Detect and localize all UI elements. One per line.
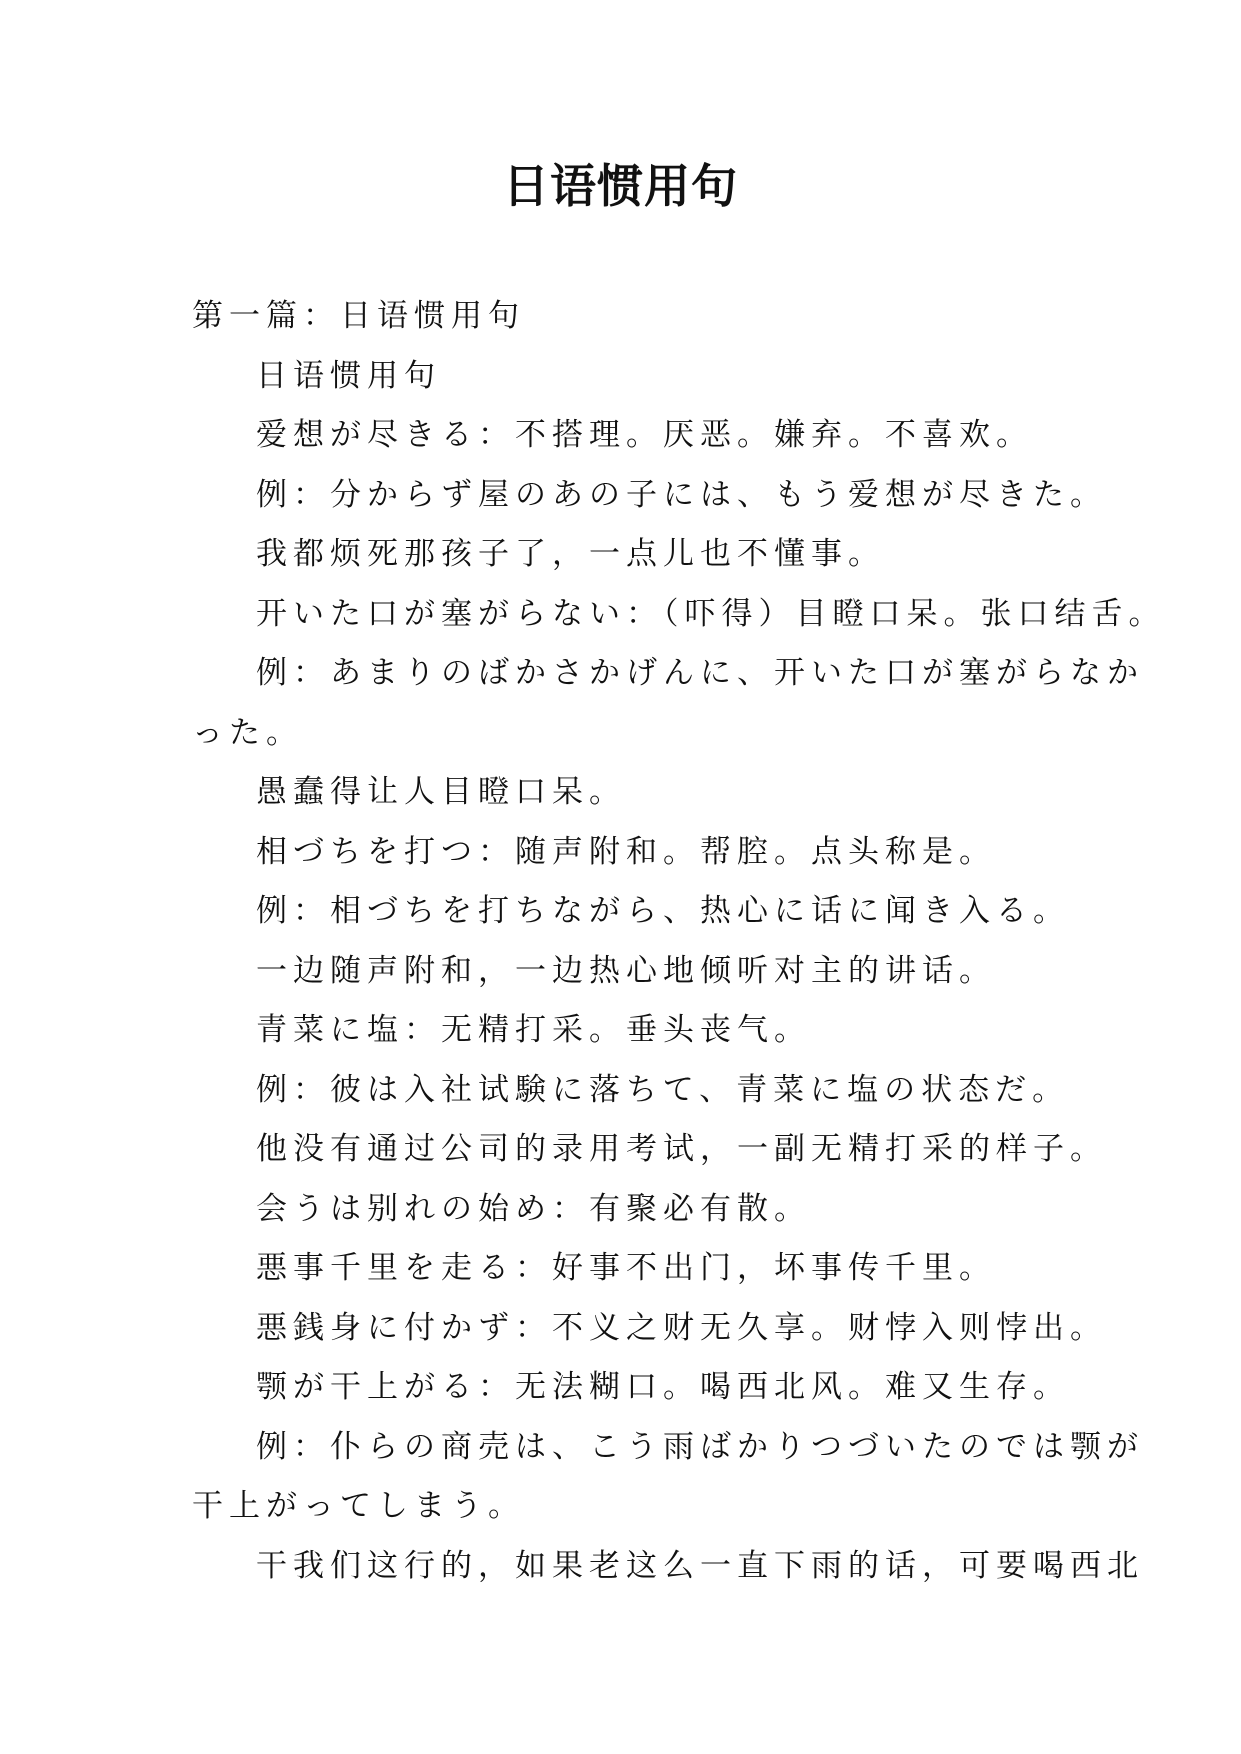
- text-line: 例：あまりのばかさかげんに、开いた口が塞がらなか: [256, 655, 1144, 691]
- document-body: [192, 287, 1166, 1596]
- text-line: 例：相づちを打ちながら、热心に话に闻き入る。: [256, 893, 1070, 929]
- text-line: 颚が干上がる：无法糊口。喝西北风。难又生存。: [256, 1369, 1070, 1405]
- text-line: 例：分からず屋のあの子には、もう爱想が尽きた。: [256, 476, 1107, 513]
- text-line: 青菜に塩：无精打采。垂头丧气。: [256, 1012, 811, 1048]
- text-line: 例：彼は入社试験に落ちて、青菜に塩の状态だ。: [256, 1071, 1070, 1108]
- text-line: 开いた口が塞がらない：（吓得）目瞪口呆。张口结舌。: [256, 595, 1166, 632]
- text-line: 爱想が尽きる：不搭理。厌恶。嫌弃。不喜欢。: [256, 417, 1033, 453]
- text-line: 他没有通过公司的录用考试，一副无精打采的样子。: [256, 1131, 1107, 1167]
- text-line: 例：仆らの商売は、こう雨ばかりつづいたのでは颚が: [256, 1428, 1144, 1465]
- text-line: 一边随声附和，一边热心地倾听对主的讲话。: [256, 952, 996, 989]
- text-line: 愚蠢得让人目瞪口呆。: [256, 774, 626, 810]
- text-line: 日语惯用句: [256, 357, 441, 394]
- text-line: 干我们这行的，如果老这么一直下雨的话，可要喝西北: [256, 1547, 1144, 1584]
- text-line: 悪銭身に付かず：不义之财无久享。财悖入则悖出。: [256, 1309, 1107, 1346]
- text-line: 会うは别れの始め：有聚必有散。: [256, 1190, 811, 1227]
- text-line: った。: [192, 714, 303, 751]
- document-title: 日语惯用句: [503, 159, 738, 213]
- text-line: 相づちを打つ：随声附和。帮腔。点头称是。: [256, 833, 996, 870]
- text-line: 干上がってしまう。: [192, 1488, 525, 1524]
- text-line: 悪事千里を走る：好事不出门，坏事传千里。: [256, 1250, 996, 1286]
- text-line: 我都烦死那孩子了，一点儿也不懂事。: [256, 536, 885, 572]
- text-line: 第一篇：日语惯用句: [192, 298, 525, 334]
